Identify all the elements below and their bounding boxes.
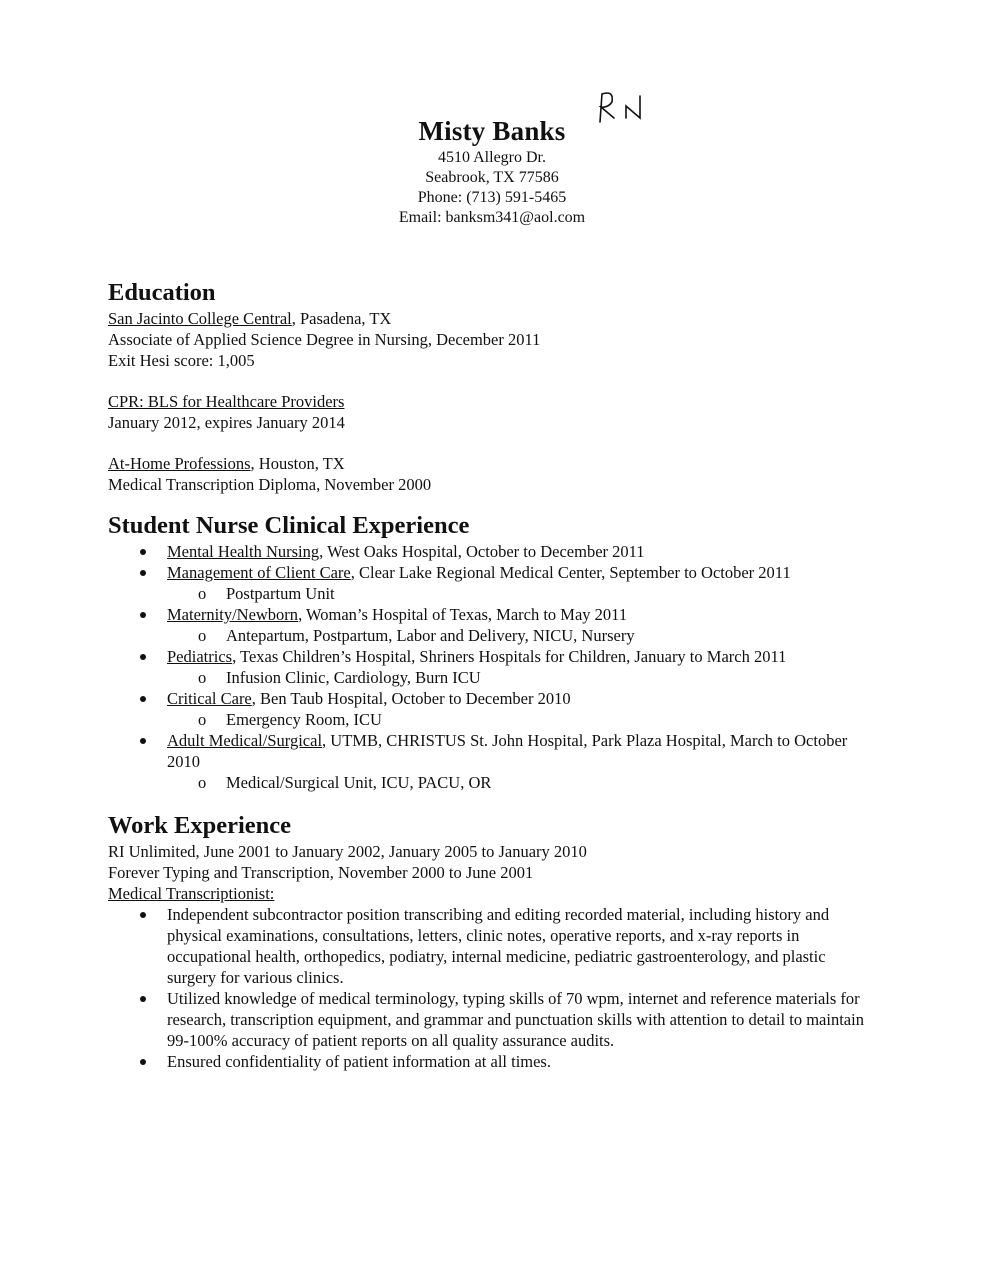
clinical-sub-item: o Postpartum Unit [198, 584, 335, 603]
bullet-dot-icon [140, 612, 146, 618]
clinical-sub-item: o Medical/Surgical Unit, ICU, PACU, OR [198, 773, 492, 792]
clinical-item: Management of Client Care, Clear Lake Regional Medical Center, September to October 2011 [108, 562, 908, 583]
work-duties-list [108, 904, 908, 1072]
resume-body [108, 278, 908, 1072]
email-line: Email: banksm341@aol.com [398, 209, 586, 226]
bullet-dot-icon [140, 1059, 146, 1065]
clinical-sub-item: o Antepartum, Postpartum, Labor and Delivery, NICU, Nursery [198, 626, 635, 645]
sub-bullet-marker: o [198, 668, 207, 687]
clinical-item: Mental Health Nursing, West Oaks Hospital, October to December 2011 [108, 541, 908, 562]
bullet-dot-icon [140, 570, 146, 576]
resume-header [0, 114, 984, 228]
employer-line: RI Unlimited, June 2001 to January 2002, January 2005 to January 2010 [108, 842, 587, 861]
sub-bullet-marker: o [198, 584, 207, 603]
clinical-item: Critical Care, Ben Taub Hospital, October to December 2010 [108, 688, 908, 709]
work-duty-item: Ensured confidentiality of patient information at all times. [108, 1051, 908, 1072]
address-line: 4510 Allegro Dr. [438, 149, 546, 166]
clinical-item: Adult Medical/Surgical, UTMB, CHRISTUS St. John Hospital, Park Plaza Hospital, March to October 2010 [108, 730, 908, 772]
city-line: Seabrook, TX 77586 [425, 169, 559, 186]
bullet-dot-icon [140, 996, 146, 1002]
education-entry-degree: Associate of Applied Science Degree in Nursing, December 2011 [108, 330, 541, 349]
clinical-list [108, 541, 908, 793]
certification-title: CPR: BLS for Healthcare Providers [108, 392, 345, 411]
bullet-dot-icon [140, 696, 146, 702]
certification-dates: January 2012, expires January 2014 [108, 413, 345, 432]
clinical-sub-item: o Infusion Clinic, Cardiology, Burn ICU [198, 668, 481, 687]
candidate-name: Misty Banks [418, 116, 566, 146]
education-entry-title: At-Home Professions, Houston, TX [108, 454, 345, 473]
phone-line: Phone: (713) 591-5465 [417, 189, 567, 206]
clinical-item: Maternity/Newborn, Woman’s Hospital of Texas, March to May 2011 [108, 604, 908, 625]
bullet-dot-icon [140, 549, 146, 555]
clinical-heading: Student Nurse Clinical Experience [108, 512, 470, 539]
bullet-dot-icon [140, 654, 146, 660]
work-heading: Work Experience [108, 812, 292, 839]
education-entry-title: San Jacinto College Central, Pasadena, TX [108, 309, 392, 328]
employer-line: Forever Typing and Transcription, November 2000 to June 2001 [108, 863, 534, 882]
clinical-item: Pediatrics, Texas Children’s Hospital, Shriners Hospitals for Children, January to March 2011 [108, 646, 908, 667]
work-duty-item: Independent subcontractor position transcribing and editing recorded material, including history and physical examinations, consultations, letters, clinic notes, operative reports, and x-ray reports in occupational health, orthopedics, podiatry, internal medicine, pediatric gastroenterology, and plastic surgery for various clinics. [108, 904, 908, 988]
education-entry-diploma: Medical Transcription Diploma, November 2000 [108, 475, 432, 494]
sub-bullet-marker: o [198, 710, 207, 729]
clinical-sub-item: o Emergency Room, ICU [198, 710, 382, 729]
education-heading: Education [108, 279, 216, 306]
job-role: Medical Transcriptionist: [108, 884, 275, 903]
bullet-dot-icon [140, 738, 146, 744]
sub-bullet-marker: o [198, 626, 207, 645]
work-duty-item: Utilized knowledge of medical terminology, typing skills of 70 wpm, internet and reference materials for research, transcription equipment, and grammar and punctuation skills with attention to detail to maintain 99-100% accuracy of patient reports on all quality assurance audits. [108, 988, 908, 1051]
bullet-dot-icon [140, 912, 146, 918]
education-entry-score: Exit Hesi score: 1,005 [108, 351, 255, 370]
sub-bullet-marker: o [198, 773, 207, 792]
